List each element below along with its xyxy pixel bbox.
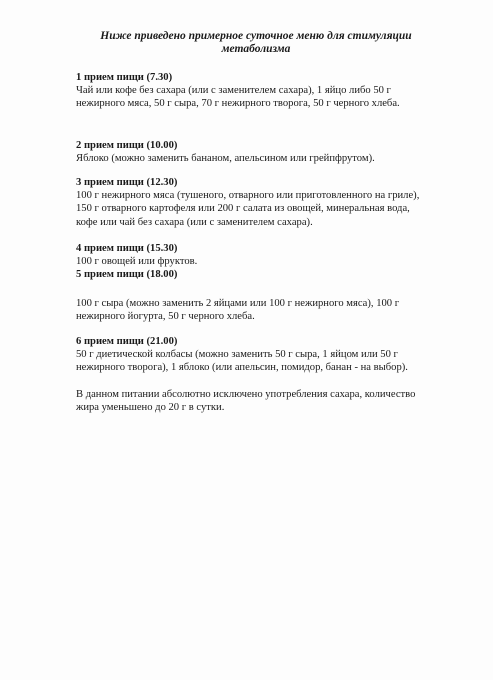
- meal-4-line-1: 100 г овощей или фруктов.: [76, 256, 198, 268]
- title-line-1: Ниже приведено примерное суточное меню для стимуляции: [100, 30, 412, 42]
- meal-6-section: [76, 335, 476, 375]
- meal-5-line-2: нежирного йогурта, 50 г черного хлеба.: [76, 311, 255, 323]
- meal-5-heading-block: [76, 268, 476, 281]
- meal-1-section: [76, 71, 476, 111]
- title-line-2: метаболизма: [221, 43, 291, 55]
- conclusion-paragraph: [76, 388, 476, 414]
- meal-3-section: [76, 176, 476, 229]
- meal-3-line-3: кофе или чай без сахара (или с заменителем сахара).: [76, 216, 313, 228]
- meal-6-heading: 6 прием пищи (21.00): [76, 336, 178, 347]
- document-title: [76, 30, 436, 56]
- meal-3-line-2: 150 г отварного картофеля или 200 г салата из овощей, минеральная вода,: [76, 203, 410, 215]
- meal-2-section: [76, 139, 476, 165]
- conclusion-line-2: жира уменьшено до 20 г в сутки.: [76, 402, 225, 414]
- meal-4-section: [76, 242, 476, 268]
- meal-3-line-1: 100 г нежирного мяса (тушеного, отварного или приготовленного на гриле),: [76, 190, 420, 202]
- meal-6-line-1: 50 г диетической колбасы (можно заменить 50 г сыра, 1 яйцом или 50 г: [76, 349, 398, 361]
- meal-5-heading: 5 прием пищи (18.00): [76, 269, 178, 280]
- meal-1-line-2: нежирного мяса, 50 г сыра, 70 г нежирного творога, 50 г черного хлеба.: [76, 98, 400, 110]
- meal-3-heading: 3 прием пищи (12.30): [76, 177, 178, 188]
- meal-2-line-1: Яблоко (можно заменить бананом, апельсином или грейпфрутом).: [76, 153, 375, 165]
- conclusion-line-1: В данном питании абсолютно исключено употребления сахара, количество: [76, 389, 416, 400]
- meal-1-heading: 1 прием пищи (7.30): [76, 72, 173, 83]
- meal-4-heading: 4 прием пищи (15.30): [76, 243, 178, 254]
- meal-5-line-1: 100 г сыра (можно заменить 2 яйцами или 100 г нежирного мяса), 100 г: [76, 298, 400, 309]
- meal-2-heading: 2 прием пищи (10.00): [76, 140, 178, 151]
- meal-6-line-2: нежирного творога), 1 яблоко (или апельсин, помидор, банан - на выбор).: [76, 362, 408, 374]
- meal-5-section: [76, 297, 476, 323]
- meal-1-line-1: Чай или кофе без сахара (или с заменителем сахара), 1 яйцо либо 50 г: [76, 85, 391, 97]
